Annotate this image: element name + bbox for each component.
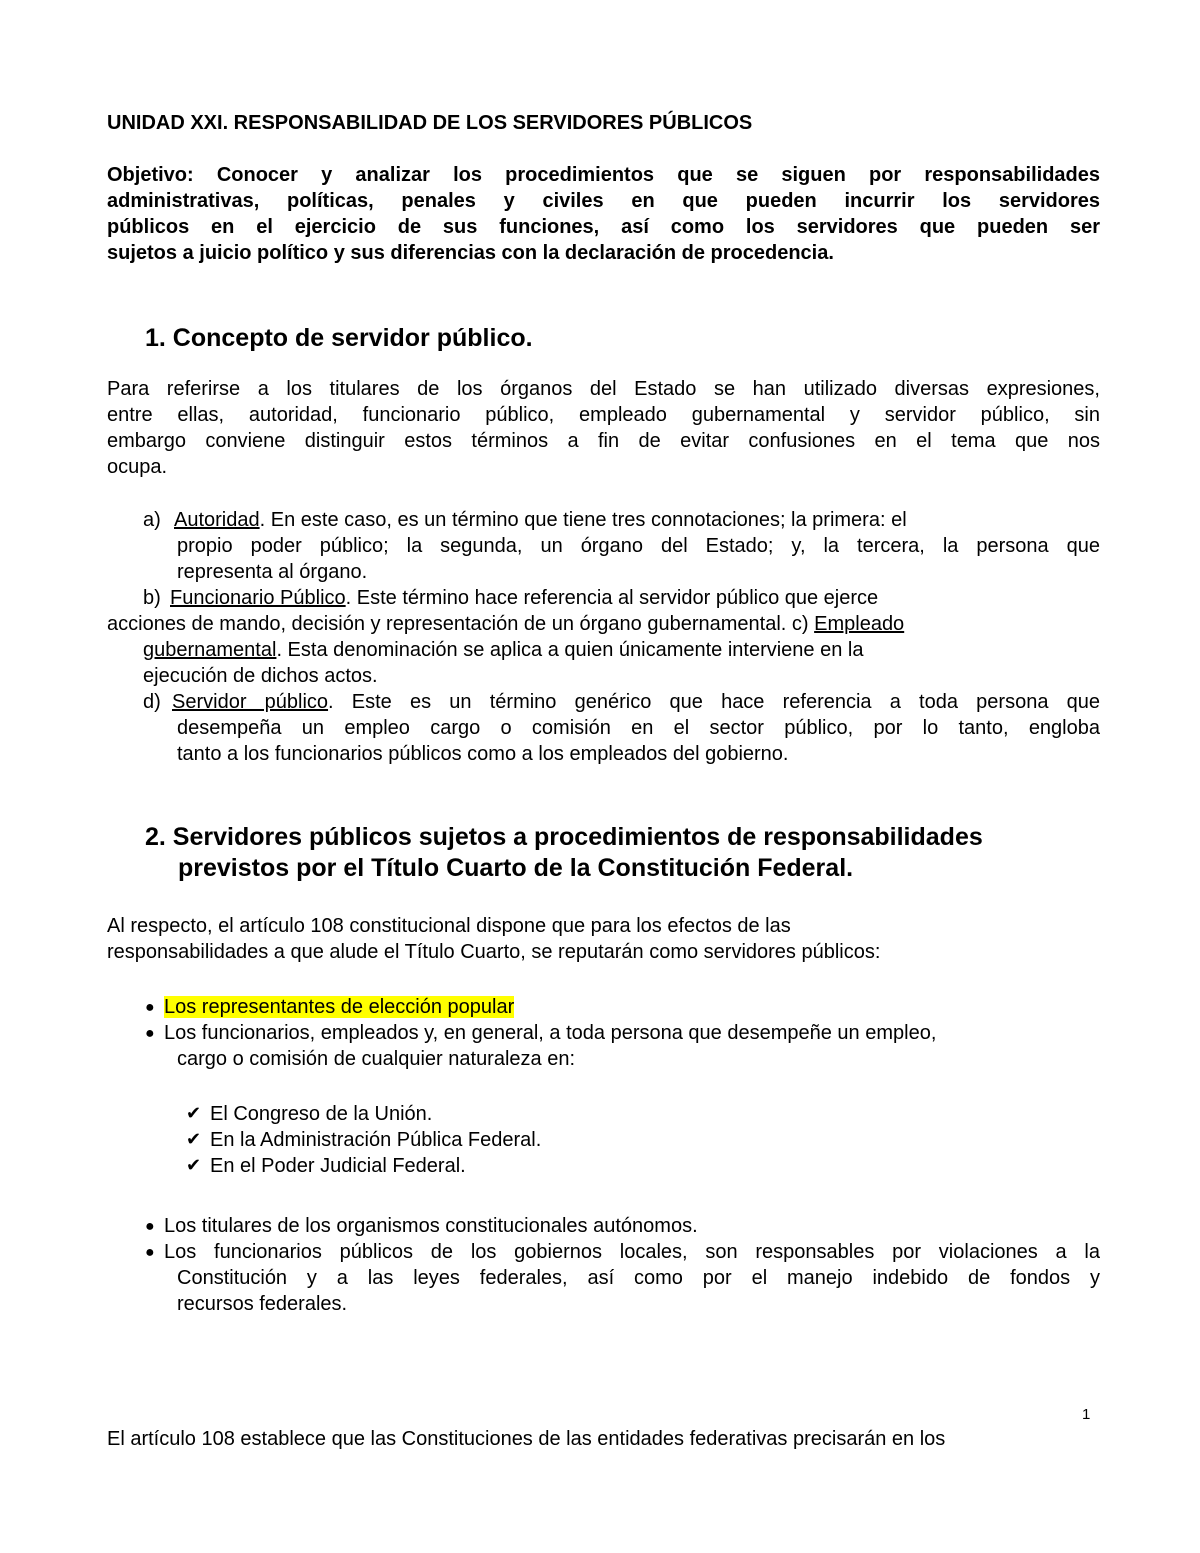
item-b-line-1 xyxy=(170,587,878,610)
item-c-line-1 xyxy=(143,639,863,662)
bullet-icon: ● xyxy=(145,999,155,1016)
section-2-intro-line-1: Al respecto, el artículo 108 constitucional dispone que para los efectos de las xyxy=(107,915,791,937)
section-1-intro-line-2: entre ellas, autoridad, funcionario público, empleado gubernamental y servidor público, sin xyxy=(107,404,1100,426)
bullet-1 xyxy=(164,996,514,1019)
check-item-1: El Congreso de la Unión. xyxy=(210,1103,433,1125)
page-number: 1 xyxy=(1082,1406,1091,1423)
item-a-line-2: propio poder público; la segunda, un órgano del Estado; y, la tercera, la persona que xyxy=(177,535,1100,557)
objective-line-3: públicos en el ejercicio de sus funciones, así como los servidores que pueden ser xyxy=(107,216,1100,238)
item-b-line-2 xyxy=(107,613,904,636)
section-2-intro-line-2: responsabilidades a que alude el Título Cuarto, se reputarán como servidores públicos: xyxy=(107,941,881,963)
item-d-term: Servidor público xyxy=(172,691,329,713)
checkmark-icon: ✔ xyxy=(186,1129,202,1149)
bullet-icon: ● xyxy=(145,1025,155,1042)
page-title: UNIDAD XXI. RESPONSABILIDAD DE LOS SERVIDORES PÚBLICOS xyxy=(107,112,753,134)
section-2-heading-line-1: 2. Servidores públicos sujetos a procedimientos de responsabilidades xyxy=(145,823,983,851)
item-b-text-2: acciones de mando, decisión y representación de un órgano gubernamental. c) xyxy=(107,613,809,635)
bullet-icon: ● xyxy=(145,1244,155,1261)
item-d-line-3: tanto a los funcionarios públicos como a los empleados del gobierno. xyxy=(177,743,789,765)
section-1-intro-line-1: Para referirse a los titulares de los órganos del Estado se han utilizado diversas expresiones, xyxy=(107,378,1100,400)
section-2-heading-line-2: previstos por el Título Cuarto de la Constitución Federal. xyxy=(178,854,854,882)
check-item-2: En la Administración Pública Federal. xyxy=(210,1129,542,1151)
continuation-line: El artículo 108 establece que las Constituciones de las entidades federativas precisarán en los xyxy=(107,1428,946,1450)
section-1-intro-line-4: ocupa. xyxy=(107,456,168,478)
item-b-text: . Este término hace referencia al servidor público que ejerce xyxy=(345,587,879,609)
bullet-2-line-2: cargo o comisión de cualquier naturaleza en: xyxy=(177,1048,576,1070)
bullet-4-line-2: Constitución y a las leyes federales, así como por el manejo indebido de fondos y xyxy=(177,1267,1100,1289)
bullet-2-line-1: Los funcionarios, empleados y, en general, a toda persona que desempeñe un empleo, xyxy=(164,1022,937,1044)
item-a-line-1 xyxy=(174,509,1100,532)
check-item-3: En el Poder Judicial Federal. xyxy=(210,1155,466,1177)
item-d-line-1 xyxy=(172,691,1100,714)
section-1-intro-line-3: embargo conviene distinguir estos términos a fin de evitar confusiones en el tema que nos xyxy=(107,430,1100,452)
highlighted-text: Los representantes de elección popular xyxy=(164,996,515,1018)
item-d-line-2: desempeña un empleo cargo o comisión en el sector público, por lo tanto, engloba xyxy=(177,717,1100,739)
item-b-term: Funcionario Público xyxy=(170,587,346,609)
bullet-icon: ● xyxy=(145,1218,155,1235)
item-a-text: . En este caso, es un término que tiene tres connotaciones; la primera: el xyxy=(259,509,907,531)
item-d-text: . Este es un término genérico que hace referencia a toda persona que xyxy=(328,691,1100,713)
item-b-label: b) xyxy=(143,587,161,609)
item-c-term-1: Empleado xyxy=(814,613,905,635)
section-1-heading: 1. Concepto de servidor público. xyxy=(145,324,533,352)
item-a-line-3: representa al órgano. xyxy=(177,561,368,583)
item-d-label: d) xyxy=(143,691,161,713)
item-c-line-2: ejecución de dichos actos. xyxy=(143,665,378,687)
bullet-4-line-3: recursos federales. xyxy=(177,1293,348,1315)
checkmark-icon: ✔ xyxy=(186,1103,202,1123)
objective-line-1: Objetivo: Conocer y analizar los procedimientos que se siguen por responsabilidades xyxy=(107,164,1100,186)
checkmark-icon: ✔ xyxy=(186,1155,202,1175)
item-a-term: Autoridad xyxy=(174,509,260,531)
item-a-label: a) xyxy=(143,509,161,531)
bullet-4-line-1: Los funcionarios públicos de los gobiernos locales, son responsables por violaciones a la xyxy=(164,1241,1100,1263)
bullet-3: Los titulares de los organismos constitucionales autónomos. xyxy=(164,1215,698,1237)
objective-line-4: sujetos a juicio político y sus diferencias con la declaración de procedencia. xyxy=(107,242,834,264)
item-c-text: . Esta denominación se aplica a quien únicamente interviene en la xyxy=(276,639,864,661)
objective-line-2: administrativas, políticas, penales y civiles en que pueden incurrir los servidores xyxy=(107,190,1100,212)
item-c-term-2: gubernamental xyxy=(143,639,277,661)
